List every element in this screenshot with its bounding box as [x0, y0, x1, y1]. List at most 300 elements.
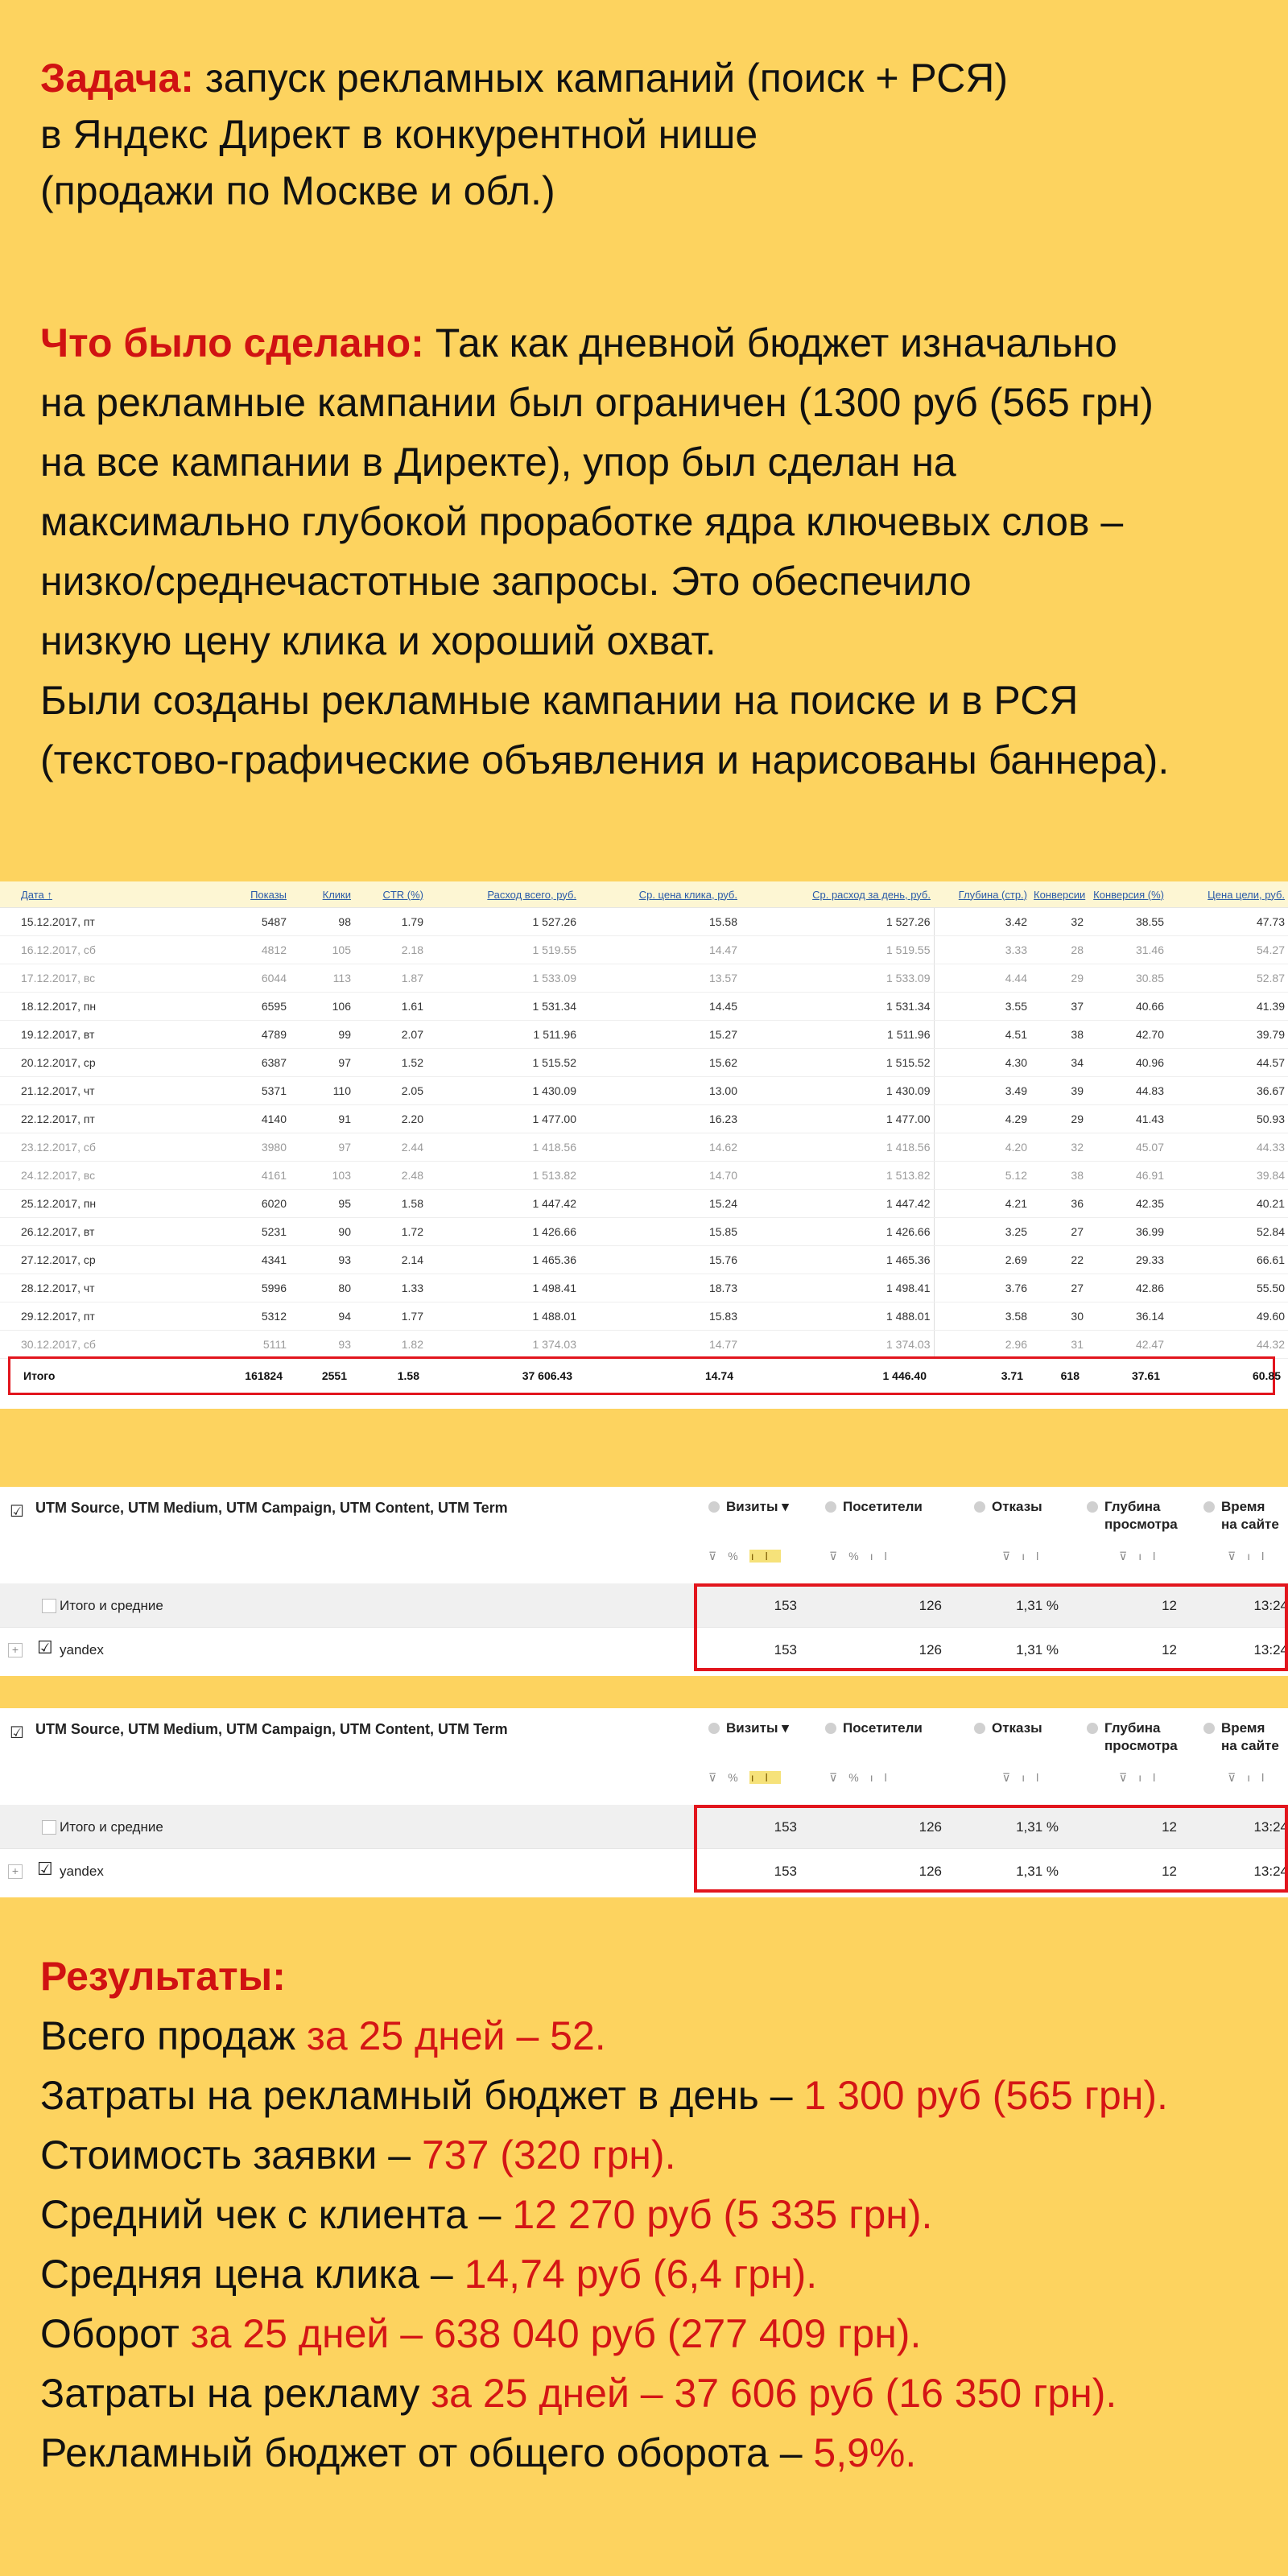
table-cell: 30 [1030, 1302, 1087, 1331]
row-checkbox[interactable] [42, 1820, 56, 1835]
col-visits[interactable]: Визиты ▾ [708, 1498, 789, 1516]
table-cell: 3.58 [934, 1302, 1030, 1331]
table-cell: 14.47 [580, 936, 741, 964]
stats-total-row [8, 1356, 1281, 1395]
metric-dot-icon [708, 1501, 720, 1513]
table-cell: 41.39 [1167, 993, 1288, 1021]
table-row [0, 1274, 1288, 1302]
chart-icon[interactable]: ıl [750, 1550, 779, 1563]
visitors-controls[interactable]: ⊽%ıl [829, 1550, 898, 1563]
table-cell: 6595 [169, 993, 290, 1021]
direct-stats-screenshot [0, 881, 1288, 1409]
table-cell: 110 [290, 1077, 354, 1105]
table-cell: 39 [1030, 1077, 1087, 1105]
table-cell: 36 [1030, 1190, 1087, 1218]
table-cell: 25.12.2017, пн [0, 1190, 169, 1218]
table-row [0, 1162, 1288, 1190]
total-bounce: 1,31 % [1016, 1819, 1059, 1835]
column-header[interactable]: Цена цели, руб. [1167, 881, 1288, 908]
yandex-bounce: 1,31 % [1016, 1642, 1059, 1657]
time-controls[interactable]: ⊽ıl [1228, 1550, 1276, 1563]
done-text-5: низко/среднечастотные запросы. Это обеспечило [40, 559, 972, 604]
yandex-time: 13:24 [1253, 1864, 1288, 1879]
visits-controls[interactable]: ⊽% ıl [708, 1550, 779, 1563]
table-cell: 4.44 [934, 964, 1030, 993]
result-line-8: Рекламный бюджет от общего оборота – 5,9%. [40, 2430, 917, 2475]
total-cell: 37 606.43 [522, 1369, 572, 1382]
table-cell: 15.58 [580, 908, 741, 936]
yandex-bounce: 1,31 % [1016, 1864, 1059, 1879]
result-line-2: Затраты на рекламный бюджет в день – 1 300 руб (565 грн). [40, 2073, 1168, 2118]
table-cell: 1.52 [354, 1049, 427, 1077]
col-visitors[interactable]: Посетители [825, 1498, 923, 1516]
table-cell: 52.84 [1167, 1218, 1288, 1246]
table-cell: 3.55 [934, 993, 1030, 1021]
chart-icon[interactable]: ıl [750, 1771, 779, 1784]
table-cell: 30.12.2017, сб [0, 1331, 169, 1359]
table-cell: 1 374.03 [741, 1331, 934, 1359]
table-cell: 23.12.2017, сб [0, 1133, 169, 1162]
table-cell: 15.83 [580, 1302, 741, 1331]
table-cell: 95 [290, 1190, 354, 1218]
table-cell: 36.67 [1167, 1077, 1288, 1105]
table-cell: 44.32 [1167, 1331, 1288, 1359]
table-cell: 2.48 [354, 1162, 427, 1190]
table-cell: 3.76 [934, 1274, 1030, 1302]
total-cell: 3.71 [1001, 1369, 1023, 1382]
col-depth[interactable]: Глубина просмотра [1087, 1498, 1178, 1534]
column-header[interactable]: Глубина (стр.) [934, 881, 1030, 908]
yandex-depth: 12 [1162, 1864, 1177, 1879]
table-cell: 52.87 [1167, 964, 1288, 993]
direct-stats-table [0, 881, 1288, 1359]
table-cell: 32 [1030, 1133, 1087, 1162]
table-row [0, 1021, 1288, 1049]
done-text-1: Так как дневной бюджет изначально [435, 320, 1117, 365]
table-row [0, 993, 1288, 1021]
table-cell: 42.35 [1087, 1190, 1167, 1218]
table-cell: 18.73 [580, 1274, 741, 1302]
row-yandex-label[interactable]: yandex [60, 1642, 104, 1657]
table-cell: 1 531.34 [427, 993, 580, 1021]
table-cell: 29 [1030, 964, 1087, 993]
table-cell: 16.12.2017, сб [0, 936, 169, 964]
table-cell: 26.12.2017, вт [0, 1218, 169, 1246]
table-cell: 17.12.2017, вс [0, 964, 169, 993]
table-row [0, 1246, 1288, 1274]
table-cell: 31 [1030, 1331, 1087, 1359]
table-cell: 1 430.09 [427, 1077, 580, 1105]
table-cell: 2.18 [354, 936, 427, 964]
col-bounce[interactable]: Отказы [974, 1498, 1042, 1516]
results-section [40, 1946, 1264, 2483]
table-cell: 4.21 [934, 1190, 1030, 1218]
total-time: 13:24 [1253, 1819, 1288, 1835]
table-cell: 54.27 [1167, 936, 1288, 964]
table-cell: 2.14 [354, 1246, 427, 1274]
table-cell: 42.86 [1087, 1274, 1167, 1302]
table-cell: 5371 [169, 1077, 290, 1105]
table-cell: 1 374.03 [427, 1331, 580, 1359]
result-line-7: Затраты на рекламу за 25 дней – 37 606 руб (16 350 грн). [40, 2371, 1117, 2416]
table-cell: 1 519.55 [427, 936, 580, 964]
table-row [0, 1302, 1288, 1331]
table-cell: 46.91 [1087, 1162, 1167, 1190]
checked-icon[interactable]: ☑ [37, 1859, 53, 1879]
table-cell: 2.07 [354, 1021, 427, 1049]
done-text-7: Были созданы рекламные кампании на поиске и в РСЯ [40, 678, 1079, 723]
table-cell: 2.96 [934, 1331, 1030, 1359]
table-cell: 93 [290, 1331, 354, 1359]
table-cell: 1 447.42 [741, 1190, 934, 1218]
done-section [40, 313, 1264, 790]
table-cell: 38 [1030, 1162, 1087, 1190]
table-cell: 50.93 [1167, 1105, 1288, 1133]
table-cell: 1 519.55 [741, 936, 934, 964]
table-cell: 29.33 [1087, 1246, 1167, 1274]
result-line-5: Средняя цена клика – 14,74 руб (6,4 грн). [40, 2252, 818, 2297]
task-text-3: (продажи по Москве и обл.) [40, 168, 555, 213]
table-cell: 1.77 [354, 1302, 427, 1331]
table-cell: 91 [290, 1105, 354, 1133]
column-header[interactable]: Конверсия (%) [1087, 881, 1167, 908]
table-cell: 3.42 [934, 908, 1030, 936]
task-text-2: в Яндекс Директ в конкурентной нише [40, 112, 758, 157]
table-cell: 16.23 [580, 1105, 741, 1133]
metric-dot-icon [825, 1501, 836, 1513]
table-cell: 27 [1030, 1274, 1087, 1302]
table-cell: 5487 [169, 908, 290, 936]
total-cell: 161824 [245, 1369, 283, 1382]
table-cell: 3980 [169, 1133, 290, 1162]
total-label: Итого [23, 1369, 56, 1382]
table-cell: 3.33 [934, 936, 1030, 964]
metric-dot-icon [1087, 1723, 1098, 1734]
table-cell: 15.62 [580, 1049, 741, 1077]
header-check-icon[interactable]: ☑ [10, 1503, 24, 1521]
row-checkbox[interactable] [42, 1599, 56, 1613]
table-row [0, 1049, 1288, 1077]
table-cell: 32 [1030, 908, 1087, 936]
table-cell: 1.72 [354, 1218, 427, 1246]
table-cell: 15.76 [580, 1246, 741, 1274]
yandex-time: 13:24 [1253, 1642, 1288, 1657]
total-cell: 1.58 [397, 1369, 419, 1382]
table-cell: 99 [290, 1021, 354, 1049]
table-cell: 1 418.56 [427, 1133, 580, 1162]
total-cell: 37.61 [1131, 1369, 1160, 1382]
table-cell: 1 465.36 [427, 1246, 580, 1274]
table-cell: 44.57 [1167, 1049, 1288, 1077]
table-cell: 14.62 [580, 1133, 741, 1162]
table-row [0, 1218, 1288, 1246]
table-cell: 1 447.42 [427, 1190, 580, 1218]
table-cell: 39.79 [1167, 1021, 1288, 1049]
table-cell: 1 531.34 [741, 993, 934, 1021]
column-header[interactable]: Расход всего, руб. [427, 881, 580, 908]
total-cell: 618 [1060, 1369, 1080, 1382]
table-cell: 34 [1030, 1049, 1087, 1077]
row-total-label: Итого и средние [60, 1598, 163, 1613]
table-cell: 1 527.26 [427, 908, 580, 936]
table-cell: 14.45 [580, 993, 741, 1021]
total-visits: 153 [774, 1819, 797, 1835]
metric-dot-icon [825, 1723, 836, 1734]
table-cell: 27.12.2017, ср [0, 1246, 169, 1274]
table-cell: 1 513.82 [427, 1162, 580, 1190]
table-cell: 41.43 [1087, 1105, 1167, 1133]
table-cell: 1 465.36 [741, 1246, 934, 1274]
table-cell: 18.12.2017, пн [0, 993, 169, 1021]
table-row [0, 1133, 1288, 1162]
yandex-visitors: 126 [919, 1864, 942, 1879]
col-visits[interactable]: Визиты ▾ [708, 1719, 789, 1737]
table-cell: 14.77 [580, 1331, 741, 1359]
table-cell: 5231 [169, 1218, 290, 1246]
table-cell: 1.61 [354, 993, 427, 1021]
table-cell: 94 [290, 1302, 354, 1331]
table-cell: 1.87 [354, 964, 427, 993]
table-cell: 24.12.2017, вс [0, 1162, 169, 1190]
results-label: Результаты: [40, 1954, 286, 1999]
column-header[interactable]: Ср. цена клика, руб. [580, 881, 741, 908]
total-depth: 12 [1162, 1598, 1177, 1613]
table-cell: 1 426.66 [741, 1218, 934, 1246]
table-cell: 6044 [169, 964, 290, 993]
table-cell: 2.20 [354, 1105, 427, 1133]
table-cell: 1 515.52 [741, 1049, 934, 1077]
done-text-2: на рекламные кампании был ограничен (1300 руб (565 грн) [40, 380, 1154, 425]
table-cell: 2.69 [934, 1246, 1030, 1274]
total-visitors: 126 [919, 1819, 942, 1835]
metric-dot-icon [708, 1723, 720, 1734]
table-cell: 4.51 [934, 1021, 1030, 1049]
table-cell: 6387 [169, 1049, 290, 1077]
column-header[interactable]: Ср. расход за день, руб. [741, 881, 934, 908]
table-cell: 1 527.26 [741, 908, 934, 936]
done-text-6: низкую цену клика и хороший охват. [40, 618, 716, 663]
col-bounce[interactable]: Отказы [974, 1719, 1042, 1737]
total-visitors: 126 [919, 1598, 942, 1613]
result-line-1: Всего продаж за 25 дней – 52. [40, 2013, 606, 2058]
column-header[interactable]: Клики [290, 881, 354, 908]
table-cell: 39.84 [1167, 1162, 1288, 1190]
table-cell: 42.47 [1087, 1331, 1167, 1359]
table-cell: 45.07 [1087, 1133, 1167, 1162]
table-cell: 36.99 [1087, 1218, 1167, 1246]
table-cell: 113 [290, 964, 354, 993]
table-cell: 15.85 [580, 1218, 741, 1246]
col-time[interactable]: Время на сайте [1203, 1498, 1279, 1534]
table-cell: 1 511.96 [427, 1021, 580, 1049]
task-section [40, 50, 1264, 219]
table-cell: 14.70 [580, 1162, 741, 1190]
table-cell: 42.70 [1087, 1021, 1167, 1049]
table-cell: 4161 [169, 1162, 290, 1190]
total-depth: 12 [1162, 1819, 1177, 1835]
bounce-controls[interactable]: ⊽ıl [1002, 1771, 1051, 1784]
table-cell: 38.55 [1087, 908, 1167, 936]
col-depth[interactable]: Глубина просмотра [1087, 1719, 1178, 1755]
metric-dot-icon [1203, 1723, 1215, 1734]
metric-dot-icon [974, 1501, 985, 1513]
metrica-report-2 [0, 1708, 1288, 1897]
table-cell: 93 [290, 1246, 354, 1274]
table-cell: 38 [1030, 1021, 1087, 1049]
table-cell: 40.96 [1087, 1049, 1167, 1077]
column-header[interactable]: CTR (%) [354, 881, 427, 908]
table-cell: 5312 [169, 1302, 290, 1331]
table-cell: 1 488.01 [741, 1302, 934, 1331]
checked-icon[interactable]: ☑ [37, 1637, 53, 1657]
grouping-title: UTM Source, UTM Medium, UTM Campaign, UTM Content, UTM Term [35, 1500, 508, 1516]
table-cell: 1.58 [354, 1190, 427, 1218]
table-cell: 47.73 [1167, 908, 1288, 936]
depth-controls[interactable]: ⊽ıl [1119, 1550, 1167, 1563]
table-cell: 1 511.96 [741, 1021, 934, 1049]
total-cell: 60.85 [1252, 1369, 1281, 1382]
table-cell: 5.12 [934, 1162, 1030, 1190]
time-controls[interactable]: ⊽ıl [1228, 1771, 1276, 1784]
table-cell: 1 477.00 [427, 1105, 580, 1133]
total-cell: 1 446.40 [882, 1369, 927, 1382]
column-header[interactable]: Конверсии [1030, 881, 1087, 908]
visits-controls[interactable]: ⊽% ıl [708, 1771, 779, 1784]
table-cell: 40.66 [1087, 993, 1167, 1021]
task-label: Задача: [40, 56, 194, 101]
yandex-visits: 153 [774, 1642, 797, 1657]
table-cell: 3.49 [934, 1077, 1030, 1105]
done-text-8: (текстово-графические объявления и нарисованы баннера). [40, 737, 1170, 782]
table-cell: 4140 [169, 1105, 290, 1133]
table-cell: 5111 [169, 1331, 290, 1359]
table-cell: 1 477.00 [741, 1105, 934, 1133]
total-cell: 14.74 [704, 1369, 733, 1382]
table-cell: 1 498.41 [427, 1274, 580, 1302]
table-cell: 1 426.66 [427, 1218, 580, 1246]
table-cell: 40.21 [1167, 1190, 1288, 1218]
table-cell: 97 [290, 1133, 354, 1162]
col-visitors[interactable]: Посетители [825, 1719, 923, 1737]
table-cell: 28.12.2017, чт [0, 1274, 169, 1302]
stats-header-row [0, 881, 1288, 908]
table-cell: 66.61 [1167, 1246, 1288, 1274]
total-visits: 153 [774, 1598, 797, 1613]
column-header[interactable]: Дата ↑ [0, 881, 169, 908]
yandex-visitors: 126 [919, 1642, 942, 1657]
visitors-controls[interactable]: ⊽%ıl [829, 1771, 898, 1784]
table-cell: 1 515.52 [427, 1049, 580, 1077]
table-cell: 1 498.41 [741, 1274, 934, 1302]
table-cell: 44.33 [1167, 1133, 1288, 1162]
table-row [0, 1331, 1288, 1359]
metric-dot-icon [1087, 1501, 1098, 1513]
total-bounce: 1,31 % [1016, 1598, 1059, 1613]
result-line-6: Оборот за 25 дней – 638 040 руб (277 409 грн). [40, 2311, 922, 2356]
table-cell: 4.29 [934, 1105, 1030, 1133]
table-cell: 6020 [169, 1190, 290, 1218]
table-cell: 90 [290, 1218, 354, 1246]
table-cell: 21.12.2017, чт [0, 1077, 169, 1105]
task-text-1: запуск рекламных кампаний (поиск + РСЯ) [204, 56, 1009, 101]
metrica-report-1 [0, 1487, 1288, 1676]
table-cell: 27 [1030, 1218, 1087, 1246]
header-check-icon[interactable]: ☑ [10, 1724, 24, 1742]
bounce-controls[interactable]: ⊽ıl [1002, 1550, 1051, 1563]
table-cell: 36.14 [1087, 1302, 1167, 1331]
table-cell: 103 [290, 1162, 354, 1190]
result-line-3: Стоимость заявки – 737 (320 грн). [40, 2132, 676, 2178]
table-cell: 15.12.2017, пт [0, 908, 169, 936]
metric-dot-icon [1203, 1501, 1215, 1513]
grouping-title: UTM Source, UTM Medium, UTM Campaign, UTM Content, UTM Term [35, 1721, 508, 1737]
row-total-label: Итого и средние [60, 1819, 163, 1835]
table-cell: 1 513.82 [741, 1162, 934, 1190]
table-cell: 4341 [169, 1246, 290, 1274]
depth-controls[interactable]: ⊽ıl [1119, 1771, 1167, 1784]
table-cell: 29.12.2017, пт [0, 1302, 169, 1331]
table-row [0, 908, 1288, 936]
table-cell: 1 533.09 [427, 964, 580, 993]
table-cell: 13.57 [580, 964, 741, 993]
table-cell: 29 [1030, 1105, 1087, 1133]
table-cell: 97 [290, 1049, 354, 1077]
table-cell: 105 [290, 936, 354, 964]
table-cell: 20.12.2017, ср [0, 1049, 169, 1077]
table-cell: 4.20 [934, 1133, 1030, 1162]
table-cell: 19.12.2017, вт [0, 1021, 169, 1049]
highlight-box [694, 1583, 1288, 1671]
metric-dot-icon [974, 1723, 985, 1734]
yandex-depth: 12 [1162, 1642, 1177, 1657]
row-yandex-label[interactable]: yandex [60, 1864, 104, 1879]
table-cell: 4.30 [934, 1049, 1030, 1077]
table-cell: 49.60 [1167, 1302, 1288, 1331]
table-cell: 22 [1030, 1246, 1087, 1274]
table-cell: 1 488.01 [427, 1302, 580, 1331]
total-time: 13:24 [1253, 1598, 1288, 1613]
total-cell: 2551 [321, 1369, 347, 1382]
table-row [0, 1077, 1288, 1105]
col-time[interactable]: Время на сайте [1203, 1719, 1279, 1755]
done-text-4: максимально глубокой проработке ядра ключевых слов – [40, 499, 1124, 544]
table-cell: 15.24 [580, 1190, 741, 1218]
column-header[interactable]: Показы [169, 881, 290, 908]
done-label: Что было сделано: [40, 320, 424, 365]
table-cell: 80 [290, 1274, 354, 1302]
table-row [0, 1105, 1288, 1133]
table-cell: 106 [290, 993, 354, 1021]
table-cell: 44.83 [1087, 1077, 1167, 1105]
result-line-4: Средний чек с клиента – 12 270 руб (5 335 грн). [40, 2192, 933, 2237]
table-row [0, 964, 1288, 993]
table-cell: 1.82 [354, 1331, 427, 1359]
yandex-visits: 153 [774, 1864, 797, 1879]
expand-icon[interactable]: + [8, 1864, 23, 1879]
table-cell: 15.27 [580, 1021, 741, 1049]
table-cell: 1 430.09 [741, 1077, 934, 1105]
table-cell: 1 533.09 [741, 964, 934, 993]
table-cell: 13.00 [580, 1077, 741, 1105]
table-cell: 22.12.2017, пт [0, 1105, 169, 1133]
table-cell: 98 [290, 908, 354, 936]
table-cell: 28 [1030, 936, 1087, 964]
expand-icon[interactable]: + [8, 1643, 23, 1657]
table-cell: 2.05 [354, 1077, 427, 1105]
table-cell: 1.33 [354, 1274, 427, 1302]
table-cell: 55.50 [1167, 1274, 1288, 1302]
table-cell: 37 [1030, 993, 1087, 1021]
